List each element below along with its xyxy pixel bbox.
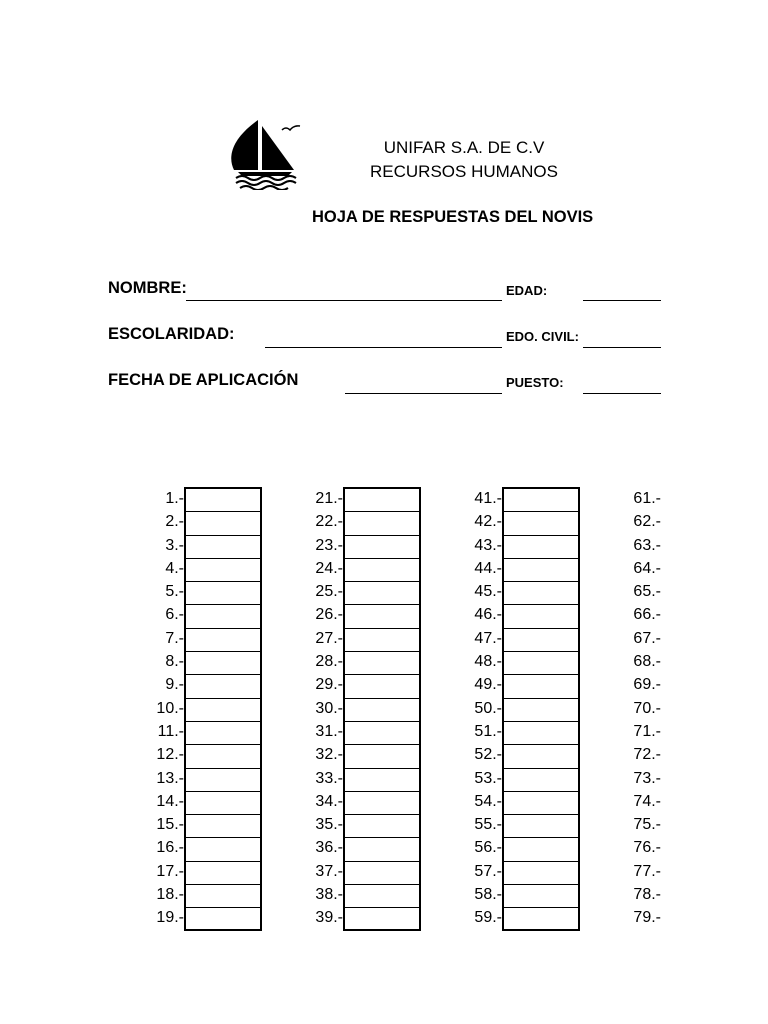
answer-box-column bbox=[184, 487, 262, 931]
answer-row bbox=[442, 883, 502, 906]
answer-cell[interactable] bbox=[504, 745, 578, 768]
answer-cell[interactable] bbox=[504, 489, 578, 512]
question-number: 63.- bbox=[633, 536, 661, 554]
question-number: 45.- bbox=[474, 583, 502, 601]
answer-row bbox=[601, 650, 661, 673]
company-name: UNIFAR S.A. DE C.V bbox=[383, 138, 545, 157]
question-number: 66.- bbox=[633, 606, 661, 624]
edo-civil-field[interactable] bbox=[583, 347, 661, 348]
question-number: 43.- bbox=[474, 536, 502, 554]
answer-row bbox=[442, 603, 502, 626]
answer-row bbox=[124, 673, 184, 696]
question-number: 37.- bbox=[315, 862, 343, 880]
question-number: 30.- bbox=[315, 699, 343, 717]
question-number: 35.- bbox=[315, 816, 343, 834]
answer-cell[interactable] bbox=[504, 838, 578, 861]
question-number: 65.- bbox=[633, 583, 661, 601]
question-number: 46.- bbox=[474, 606, 502, 624]
question-number: 36.- bbox=[315, 839, 343, 857]
question-number: 22.- bbox=[315, 513, 343, 531]
answer-row bbox=[283, 697, 343, 720]
question-number: 50.- bbox=[474, 699, 502, 717]
question-number: 18.- bbox=[156, 886, 184, 904]
answer-row bbox=[601, 534, 661, 557]
answer-cell[interactable] bbox=[345, 862, 419, 885]
answer-row bbox=[601, 697, 661, 720]
answer-row bbox=[601, 603, 661, 626]
answer-row bbox=[442, 534, 502, 557]
answer-row bbox=[124, 906, 184, 929]
answer-row bbox=[124, 557, 184, 580]
answer-cell[interactable] bbox=[186, 699, 260, 722]
answer-cell[interactable] bbox=[186, 908, 260, 931]
answer-cell[interactable] bbox=[186, 792, 260, 815]
question-number: 56.- bbox=[474, 839, 502, 857]
answer-cell[interactable] bbox=[186, 512, 260, 535]
answer-row bbox=[124, 697, 184, 720]
answer-row bbox=[283, 767, 343, 790]
answer-row bbox=[124, 534, 184, 557]
question-number: 2.- bbox=[165, 513, 184, 531]
answer-cell[interactable] bbox=[345, 675, 419, 698]
question-number: 3.- bbox=[165, 536, 184, 554]
question-number: 39.- bbox=[315, 909, 343, 927]
question-number: 13.- bbox=[156, 769, 184, 787]
answer-row bbox=[124, 510, 184, 533]
answer-row bbox=[124, 743, 184, 766]
answer-row bbox=[442, 720, 502, 743]
answer-cell[interactable] bbox=[186, 745, 260, 768]
question-number: 17.- bbox=[156, 862, 184, 880]
answer-cell[interactable] bbox=[345, 489, 419, 512]
question-number: 16.- bbox=[156, 839, 184, 857]
answer-row bbox=[601, 906, 661, 929]
answer-row bbox=[283, 603, 343, 626]
question-number: 70.- bbox=[633, 699, 661, 717]
question-number: 31.- bbox=[315, 722, 343, 740]
answer-cell[interactable] bbox=[186, 885, 260, 908]
answer-cell[interactable] bbox=[345, 605, 419, 628]
question-number: 69.- bbox=[633, 676, 661, 694]
question-number: 72.- bbox=[633, 746, 661, 764]
answer-cell[interactable] bbox=[504, 559, 578, 582]
answer-cell[interactable] bbox=[186, 559, 260, 582]
answer-row bbox=[442, 790, 502, 813]
answer-cell[interactable] bbox=[345, 769, 419, 792]
answer-cell[interactable] bbox=[186, 769, 260, 792]
question-number: 38.- bbox=[315, 886, 343, 904]
answer-row bbox=[283, 906, 343, 929]
puesto-field[interactable] bbox=[583, 393, 661, 394]
answer-row bbox=[442, 673, 502, 696]
answer-cell[interactable] bbox=[345, 582, 419, 605]
question-number: 41.- bbox=[474, 490, 502, 507]
question-number: 33.- bbox=[315, 769, 343, 787]
question-number: 5.- bbox=[165, 583, 184, 601]
question-number: 28.- bbox=[315, 653, 343, 671]
answer-row bbox=[283, 510, 343, 533]
answer-row bbox=[283, 813, 343, 836]
question-number: 74.- bbox=[633, 792, 661, 810]
answer-cell[interactable] bbox=[186, 652, 260, 675]
answer-row bbox=[283, 487, 343, 510]
answer-row bbox=[283, 650, 343, 673]
answer-row bbox=[601, 883, 661, 906]
answer-row bbox=[283, 743, 343, 766]
answer-cell[interactable] bbox=[186, 862, 260, 885]
answer-row bbox=[601, 627, 661, 650]
answer-cell[interactable] bbox=[345, 629, 419, 652]
question-number: 79.- bbox=[633, 909, 661, 927]
question-number: 1.- bbox=[165, 490, 184, 507]
question-number: 59.- bbox=[474, 909, 502, 927]
answer-cell[interactable] bbox=[186, 629, 260, 652]
question-number: 55.- bbox=[474, 816, 502, 834]
answer-row bbox=[601, 860, 661, 883]
answer-column bbox=[442, 487, 502, 930]
answer-row bbox=[442, 906, 502, 929]
question-number: 48.- bbox=[474, 653, 502, 671]
question-number: 23.- bbox=[315, 536, 343, 554]
answer-column bbox=[601, 487, 661, 930]
answer-row bbox=[601, 487, 661, 510]
department-name: RECURSOS HUMANOS bbox=[370, 162, 558, 181]
answer-box-column bbox=[502, 487, 580, 931]
sailboat-icon bbox=[228, 118, 302, 190]
answer-cell[interactable] bbox=[186, 489, 260, 512]
question-number: 77.- bbox=[633, 862, 661, 880]
question-number: 12.- bbox=[156, 746, 184, 764]
answer-row bbox=[442, 767, 502, 790]
question-number: 4.- bbox=[165, 559, 184, 577]
answer-row bbox=[442, 487, 502, 510]
question-number: 8.- bbox=[165, 653, 184, 671]
answer-row bbox=[124, 720, 184, 743]
answer-row bbox=[283, 883, 343, 906]
answer-column bbox=[283, 487, 343, 930]
answer-cell[interactable] bbox=[186, 838, 260, 861]
answer-row bbox=[601, 790, 661, 813]
edad-label: EDAD: bbox=[506, 283, 548, 298]
question-number: 51.- bbox=[474, 722, 502, 740]
answer-cell[interactable] bbox=[186, 722, 260, 745]
answer-cell[interactable] bbox=[345, 745, 419, 768]
answer-row bbox=[442, 697, 502, 720]
answer-row bbox=[283, 720, 343, 743]
answer-row bbox=[283, 627, 343, 650]
question-number: 71.- bbox=[633, 722, 661, 740]
answer-cell[interactable] bbox=[504, 792, 578, 815]
answer-cell[interactable] bbox=[504, 885, 578, 908]
answer-row bbox=[283, 836, 343, 859]
question-number: 14.- bbox=[156, 792, 184, 810]
answer-row bbox=[283, 580, 343, 603]
answer-row bbox=[124, 836, 184, 859]
answer-row bbox=[601, 767, 661, 790]
question-number: 52.- bbox=[474, 746, 502, 764]
answer-cell[interactable] bbox=[345, 838, 419, 861]
answer-row bbox=[124, 790, 184, 813]
answer-row bbox=[283, 534, 343, 557]
question-number: 54.- bbox=[474, 792, 502, 810]
answer-cell[interactable] bbox=[504, 605, 578, 628]
question-number: 21.- bbox=[315, 490, 343, 507]
answer-row bbox=[601, 836, 661, 859]
answer-row bbox=[283, 790, 343, 813]
question-number: 10.- bbox=[156, 699, 184, 717]
question-number: 25.- bbox=[315, 583, 343, 601]
question-number: 29.- bbox=[315, 676, 343, 694]
edo-civil-label: EDO. CIVIL: bbox=[506, 329, 579, 344]
answer-row bbox=[124, 883, 184, 906]
answer-cell[interactable] bbox=[345, 512, 419, 535]
question-number: 11.- bbox=[157, 722, 184, 740]
question-number: 27.- bbox=[315, 629, 343, 647]
answer-row bbox=[442, 580, 502, 603]
answer-cell[interactable] bbox=[345, 792, 419, 815]
answer-row bbox=[124, 813, 184, 836]
answer-cell[interactable] bbox=[504, 862, 578, 885]
answer-cell[interactable] bbox=[345, 559, 419, 582]
question-number: 34.- bbox=[315, 792, 343, 810]
answer-row bbox=[442, 813, 502, 836]
answer-row bbox=[124, 487, 184, 510]
answer-row bbox=[601, 580, 661, 603]
answer-column bbox=[124, 487, 184, 930]
escolaridad-field[interactable] bbox=[265, 347, 502, 348]
nombre-field[interactable] bbox=[186, 300, 502, 301]
answer-cell[interactable] bbox=[345, 815, 419, 838]
answer-cell[interactable] bbox=[504, 908, 578, 931]
question-number: 61.- bbox=[633, 490, 661, 507]
answer-row bbox=[601, 720, 661, 743]
answer-row bbox=[124, 580, 184, 603]
answer-row bbox=[601, 510, 661, 533]
answer-row bbox=[442, 860, 502, 883]
question-number: 57.- bbox=[474, 862, 502, 880]
answer-cell[interactable] bbox=[504, 722, 578, 745]
question-number: 26.- bbox=[315, 606, 343, 624]
answer-cell[interactable] bbox=[345, 699, 419, 722]
answer-cell[interactable] bbox=[345, 652, 419, 675]
answer-cell[interactable] bbox=[504, 582, 578, 605]
question-number: 78.- bbox=[633, 886, 661, 904]
answer-row bbox=[601, 743, 661, 766]
answer-cell[interactable] bbox=[186, 582, 260, 605]
answer-row bbox=[442, 836, 502, 859]
answer-cell[interactable] bbox=[345, 536, 419, 559]
answer-cell[interactable] bbox=[186, 536, 260, 559]
answer-cell[interactable] bbox=[186, 605, 260, 628]
question-number: 58.- bbox=[474, 886, 502, 904]
page-title: HOJA DE RESPUESTAS DEL NOVIS bbox=[312, 208, 594, 226]
answer-cell[interactable] bbox=[504, 699, 578, 722]
answer-cell[interactable] bbox=[504, 512, 578, 535]
answer-cell[interactable] bbox=[504, 629, 578, 652]
answer-row bbox=[601, 813, 661, 836]
question-number: 24.- bbox=[315, 559, 343, 577]
fecha-field[interactable] bbox=[345, 393, 502, 394]
question-number: 75.- bbox=[633, 816, 661, 834]
question-number: 49.- bbox=[474, 676, 502, 694]
question-number: 19.- bbox=[156, 909, 184, 927]
question-number: 32.- bbox=[315, 746, 343, 764]
escolaridad-label: ESCOLARIDAD: bbox=[108, 325, 235, 343]
answer-row bbox=[283, 557, 343, 580]
fecha-label: FECHA DE APLICACIÓN bbox=[108, 371, 299, 389]
question-number: 9.- bbox=[165, 676, 184, 694]
answer-row bbox=[124, 767, 184, 790]
question-number: 68.- bbox=[633, 653, 661, 671]
answer-cell[interactable] bbox=[345, 908, 419, 931]
question-number: 15.- bbox=[156, 816, 184, 834]
question-number: 6.- bbox=[165, 606, 184, 624]
question-number: 42.- bbox=[474, 513, 502, 531]
question-number: 67.- bbox=[633, 629, 661, 647]
answer-row bbox=[283, 673, 343, 696]
answer-row bbox=[442, 557, 502, 580]
answer-row bbox=[124, 603, 184, 626]
nombre-label: NOMBRE: bbox=[108, 279, 187, 297]
answer-row bbox=[442, 650, 502, 673]
answer-row bbox=[442, 510, 502, 533]
answer-row bbox=[283, 860, 343, 883]
question-number: 53.- bbox=[474, 769, 502, 787]
answer-box-column bbox=[343, 487, 421, 931]
answer-cell[interactable] bbox=[504, 815, 578, 838]
question-number: 64.- bbox=[633, 559, 661, 577]
puesto-label: PUESTO: bbox=[506, 375, 564, 390]
answer-cell[interactable] bbox=[345, 885, 419, 908]
answer-cell[interactable] bbox=[504, 769, 578, 792]
answer-cell[interactable] bbox=[345, 722, 419, 745]
answer-row bbox=[124, 650, 184, 673]
answer-cell[interactable] bbox=[504, 652, 578, 675]
question-number: 47.- bbox=[474, 629, 502, 647]
question-number: 7.- bbox=[165, 629, 184, 647]
answer-row bbox=[124, 627, 184, 650]
answer-row bbox=[442, 627, 502, 650]
answer-row bbox=[601, 557, 661, 580]
answer-row bbox=[601, 673, 661, 696]
question-number: 62.- bbox=[633, 513, 661, 531]
answer-row bbox=[124, 860, 184, 883]
edad-field[interactable] bbox=[583, 300, 661, 301]
answer-cell[interactable] bbox=[504, 675, 578, 698]
answer-row bbox=[442, 743, 502, 766]
question-number: 73.- bbox=[633, 769, 661, 787]
answer-cell[interactable] bbox=[186, 675, 260, 698]
question-number: 44.- bbox=[474, 559, 502, 577]
question-number: 76.- bbox=[633, 839, 661, 857]
answer-cell[interactable] bbox=[504, 536, 578, 559]
answer-cell[interactable] bbox=[186, 815, 260, 838]
